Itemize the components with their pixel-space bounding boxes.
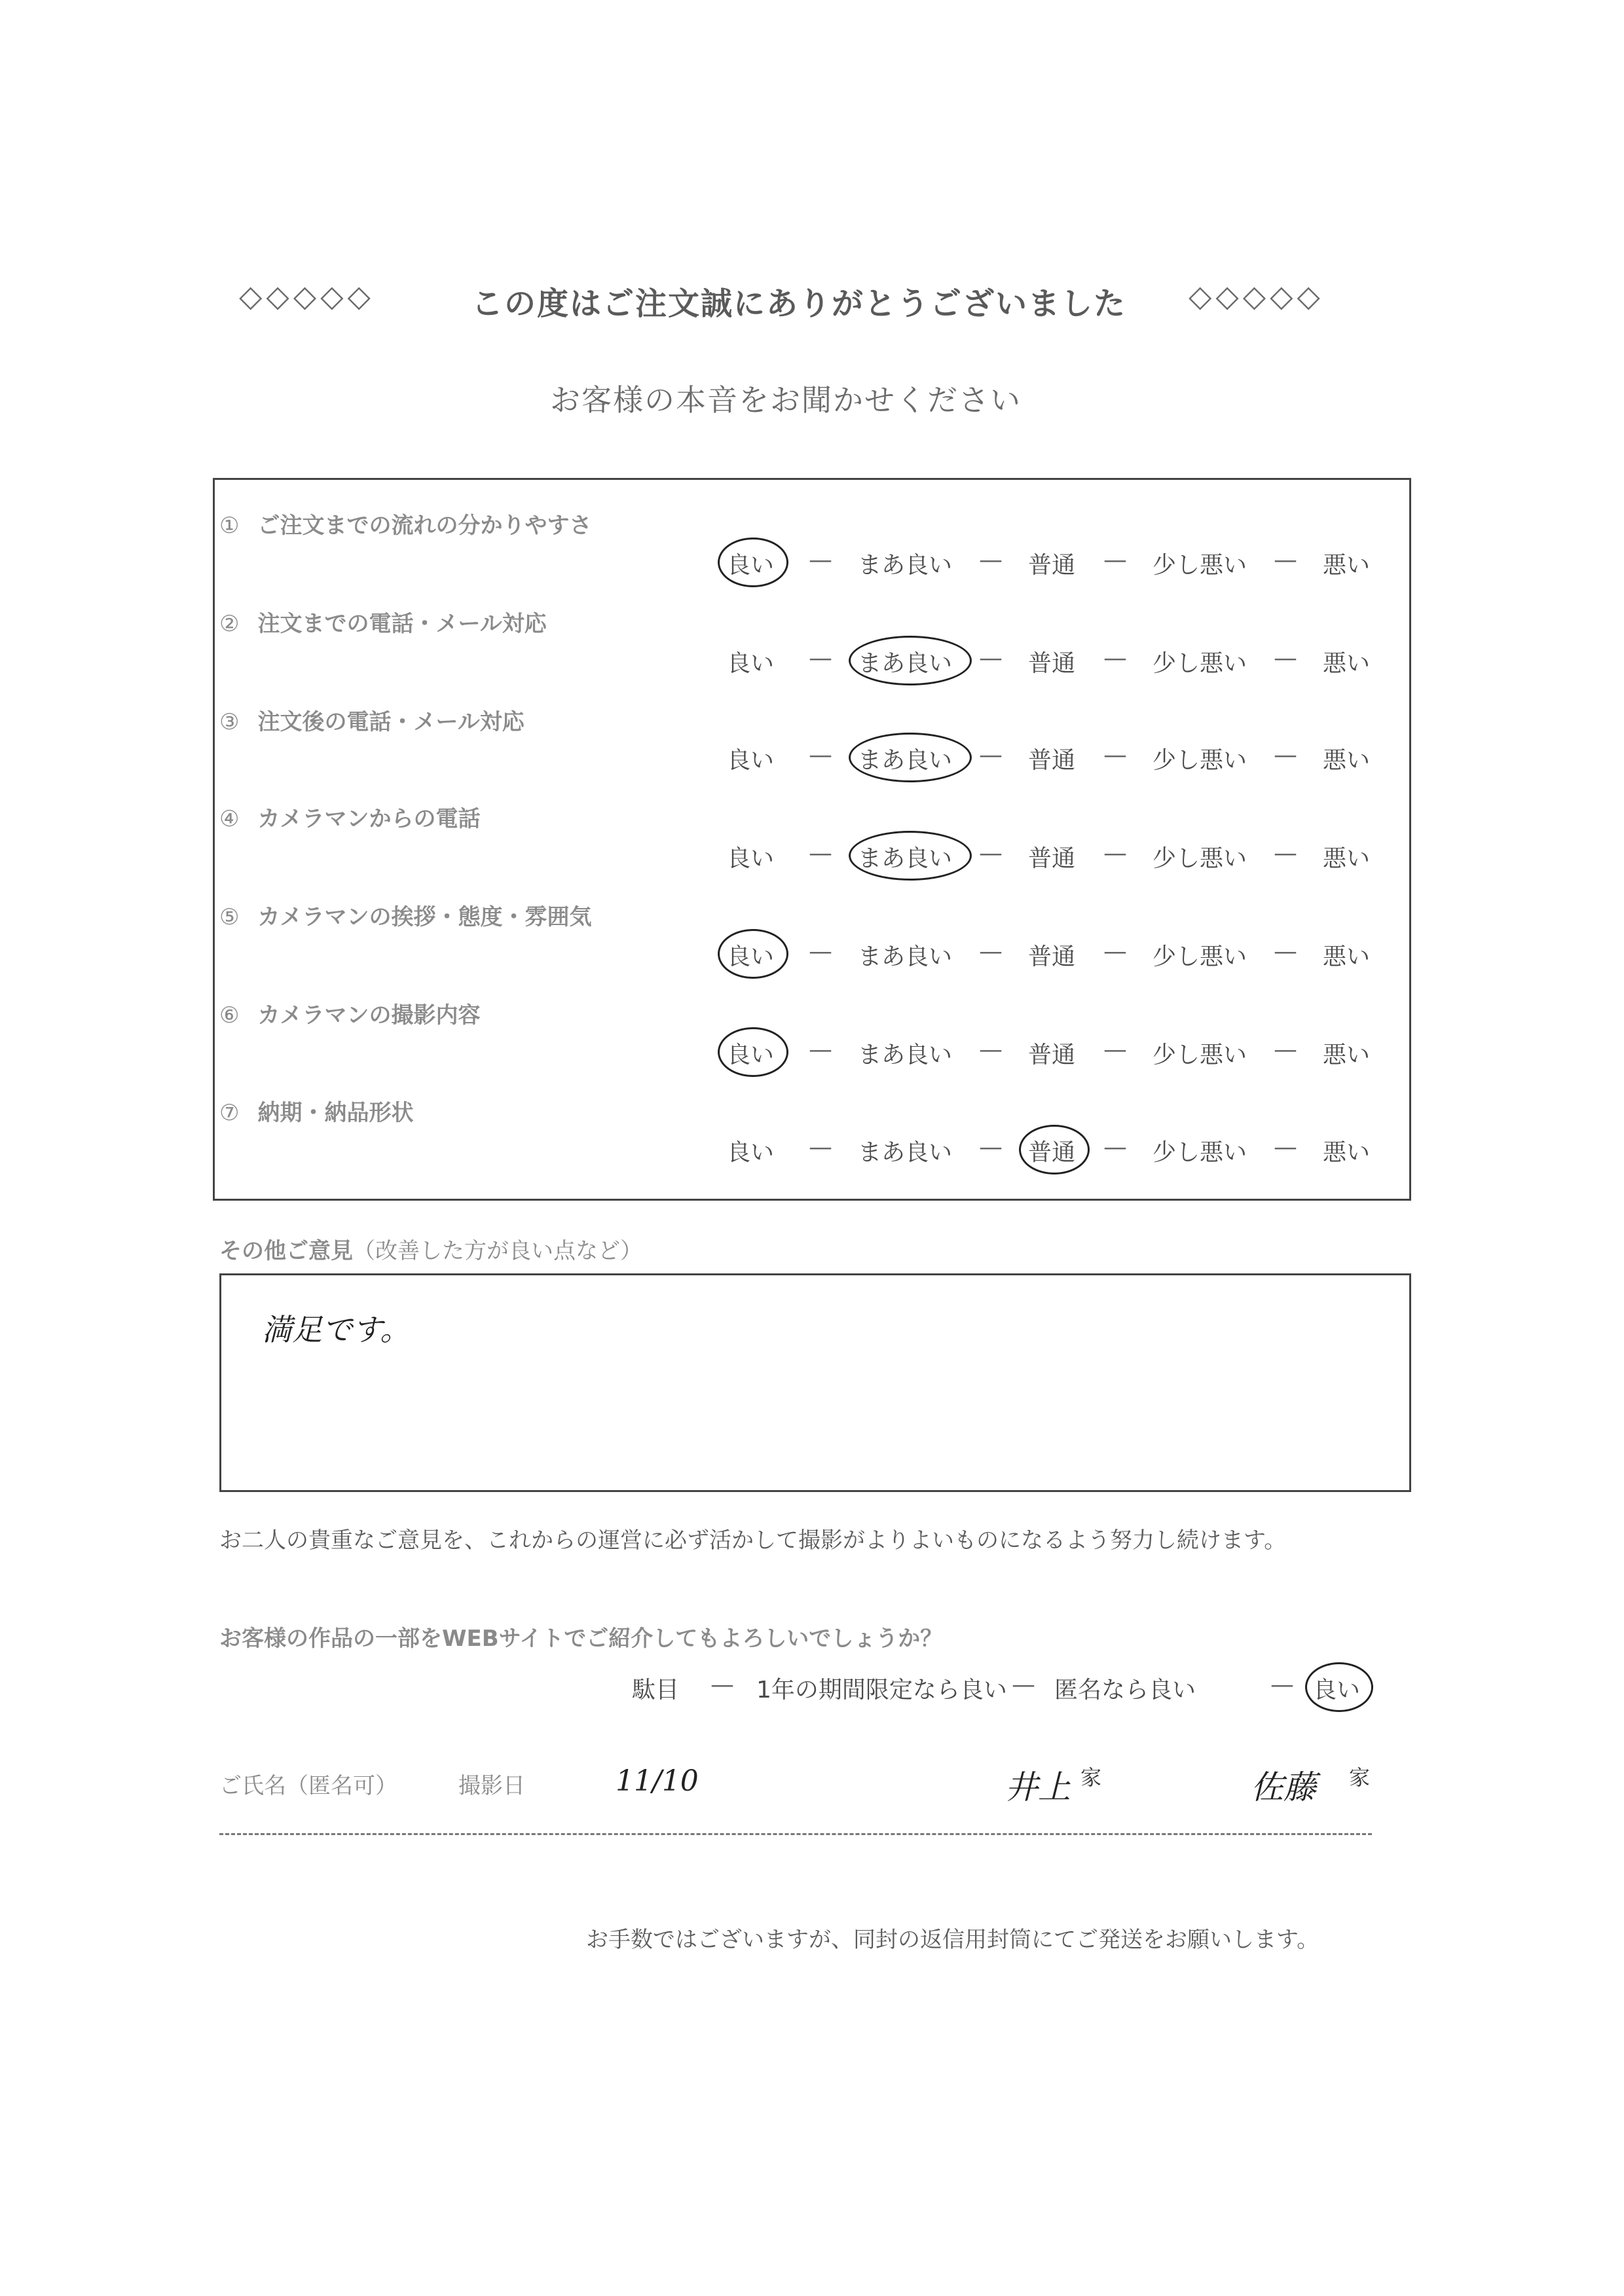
- question-label: [219, 704, 525, 736]
- rating-option[interactable]: 良い: [727, 943, 775, 970]
- question-text: 納期・納品形状: [257, 1100, 414, 1126]
- rating-separator: —: [1274, 742, 1297, 769]
- question-text: 注文までの電話・メール対応: [257, 611, 547, 637]
- rating-separator: —: [979, 938, 1003, 965]
- web-permission-option[interactable]: 駄目: [632, 1677, 680, 1704]
- rating-option[interactable]: 少し悪い: [1153, 552, 1247, 579]
- rating-separator: —: [979, 547, 1003, 574]
- rating-separator: —: [809, 840, 832, 867]
- web-permission-option[interactable]: 1年の期間限定なら良い: [756, 1677, 1007, 1704]
- rating-option[interactable]: 普通: [1028, 1042, 1076, 1068]
- question-label: [219, 997, 480, 1029]
- rating-separator: —: [809, 1134, 832, 1161]
- rating-option[interactable]: 悪い: [1323, 1042, 1371, 1068]
- name-label: ご氏名（匿名可）: [219, 1773, 397, 1799]
- rating-option[interactable]: 少し悪い: [1153, 747, 1247, 774]
- web-permission-separator: —: [1012, 1671, 1035, 1698]
- rating-separator: —: [809, 742, 832, 769]
- rating-option[interactable]: 少し悪い: [1153, 650, 1247, 677]
- page-title: この度はご注文誠にありがとうございました: [471, 285, 1127, 322]
- question-label: [219, 606, 547, 638]
- rating-option[interactable]: 良い: [727, 845, 775, 872]
- rating-option[interactable]: まあ良い: [858, 552, 953, 579]
- rating-separator: —: [1274, 840, 1297, 867]
- rating-option[interactable]: まあ良い: [858, 845, 953, 872]
- footer-note: お手数ではございますが、同封の返信用封筒にてご発送をお願いします。: [586, 1927, 1320, 1953]
- question-number: ⑦: [219, 1100, 240, 1126]
- rating-option[interactable]: 良い: [727, 1139, 775, 1166]
- question-label: [219, 899, 591, 931]
- rating-option[interactable]: 良い: [727, 747, 775, 774]
- question-number: ④: [219, 806, 240, 832]
- rating-option[interactable]: まあ良い: [858, 943, 953, 970]
- selected-rating-circle: [849, 831, 972, 881]
- title-decoration-left: ◇◇◇◇◇: [239, 278, 375, 314]
- rating-separator: —: [1103, 1134, 1127, 1161]
- rating-option[interactable]: 悪い: [1323, 552, 1371, 579]
- shoot-date-value: 11/10: [616, 1764, 699, 1798]
- rating-separator: —: [979, 840, 1003, 867]
- rating-option[interactable]: 少し悪い: [1153, 1042, 1247, 1068]
- rating-separator: —: [979, 1134, 1003, 1161]
- rating-separator: —: [1103, 742, 1127, 769]
- family-suffix-2: 家: [1349, 1765, 1371, 1790]
- web-permission-option[interactable]: 匿名なら良い: [1054, 1677, 1196, 1704]
- rating-separator: —: [809, 1036, 832, 1063]
- rating-option[interactable]: 少し悪い: [1153, 943, 1247, 970]
- rating-option[interactable]: 普通: [1028, 943, 1076, 970]
- rating-separator: —: [1274, 1134, 1297, 1161]
- rating-option[interactable]: まあ良い: [858, 650, 953, 677]
- question-label: [219, 801, 480, 833]
- rating-separator: —: [979, 1036, 1003, 1063]
- rating-option[interactable]: 良い: [727, 1042, 775, 1068]
- rating-option[interactable]: 悪い: [1323, 845, 1371, 872]
- rating-option[interactable]: 普通: [1028, 552, 1076, 579]
- question-number: ⑥: [219, 1002, 240, 1029]
- selected-rating-circle: [718, 929, 788, 979]
- question-number: ①: [219, 513, 240, 539]
- rating-option[interactable]: 普通: [1028, 845, 1076, 872]
- rating-option[interactable]: 少し悪い: [1153, 845, 1247, 872]
- rating-separator: —: [979, 645, 1003, 672]
- selected-rating-circle: [718, 538, 788, 587]
- rating-option[interactable]: 悪い: [1323, 1139, 1371, 1166]
- rating-separator: —: [809, 645, 832, 672]
- selected-web-permission-circle: [1305, 1662, 1373, 1712]
- page-subtitle: お客様の本音をお聞かせください: [550, 382, 1022, 418]
- rating-option[interactable]: 普通: [1028, 747, 1076, 774]
- web-permission-separator: —: [710, 1671, 734, 1698]
- rating-separator: —: [1274, 547, 1297, 574]
- rating-option[interactable]: まあ良い: [858, 747, 953, 774]
- selected-rating-circle: [849, 636, 972, 685]
- rating-option[interactable]: 悪い: [1323, 650, 1371, 677]
- rating-option[interactable]: 悪い: [1323, 747, 1371, 774]
- rating-separator: —: [1103, 1036, 1127, 1063]
- rating-separator: —: [809, 547, 832, 574]
- signature-dashed-line: [219, 1833, 1372, 1835]
- family-name-1: 井上: [1005, 1768, 1071, 1806]
- question-number: ③: [219, 709, 240, 735]
- selected-rating-circle: [718, 1027, 788, 1077]
- rating-option[interactable]: 少し悪い: [1153, 1139, 1247, 1166]
- web-permission-option[interactable]: 良い: [1313, 1677, 1361, 1704]
- title-decoration-right: ◇◇◇◇◇: [1189, 278, 1324, 314]
- question-number: ②: [219, 611, 240, 637]
- rating-option[interactable]: 良い: [727, 552, 775, 579]
- rating-separator: —: [809, 938, 832, 965]
- rating-option[interactable]: まあ良い: [858, 1042, 953, 1068]
- rating-separator: —: [1274, 938, 1297, 965]
- question-number: ⑤: [219, 904, 240, 930]
- rating-option[interactable]: 普通: [1028, 1139, 1076, 1166]
- comment-label: その他ご意見（改善した方が良い点など）: [219, 1238, 642, 1264]
- rating-separator: —: [1274, 645, 1297, 672]
- question-label: [219, 1095, 413, 1127]
- rating-option[interactable]: まあ良い: [858, 1139, 953, 1166]
- rating-separator: —: [1103, 938, 1127, 965]
- shoot-date-label: 撮影日: [458, 1773, 525, 1799]
- question-text: ご注文までの流れの分かりやすさ: [257, 513, 592, 539]
- rating-separator: —: [1103, 840, 1127, 867]
- question-text: カメラマンの撮影内容: [257, 1002, 481, 1029]
- thanks-message: お二人の貴重なご意見を、これからの運営に必ず活かして撮影がよりよいものになるよう努力し続けます。: [219, 1527, 1287, 1554]
- web-permission-separator: —: [1270, 1671, 1294, 1698]
- rating-option[interactable]: 普通: [1028, 650, 1076, 677]
- selected-rating-circle: [1019, 1125, 1090, 1175]
- rating-separator: —: [1103, 547, 1127, 574]
- survey-box: [213, 478, 1411, 1201]
- rating-separator: —: [979, 742, 1003, 769]
- selected-rating-circle: [849, 733, 972, 782]
- rating-option[interactable]: 良い: [727, 650, 775, 677]
- web-permission-question: お客様の作品の一部をWEBサイトでご紹介してもよろしいでしょうか？: [219, 1626, 943, 1652]
- question-text: カメラマンの挨拶・態度・雰囲気: [257, 904, 592, 930]
- family-suffix-1: 家: [1080, 1765, 1102, 1790]
- rating-option[interactable]: 悪い: [1323, 943, 1371, 970]
- family-name-2: 佐藤: [1251, 1768, 1316, 1806]
- rating-separator: —: [1274, 1036, 1297, 1063]
- comment-handwritten-text: 満足です。: [262, 1312, 411, 1347]
- question-label: [219, 507, 591, 539]
- rating-separator: —: [1103, 645, 1127, 672]
- question-text: 注文後の電話・メール対応: [257, 709, 525, 735]
- question-text: カメラマンからの電話: [257, 806, 481, 832]
